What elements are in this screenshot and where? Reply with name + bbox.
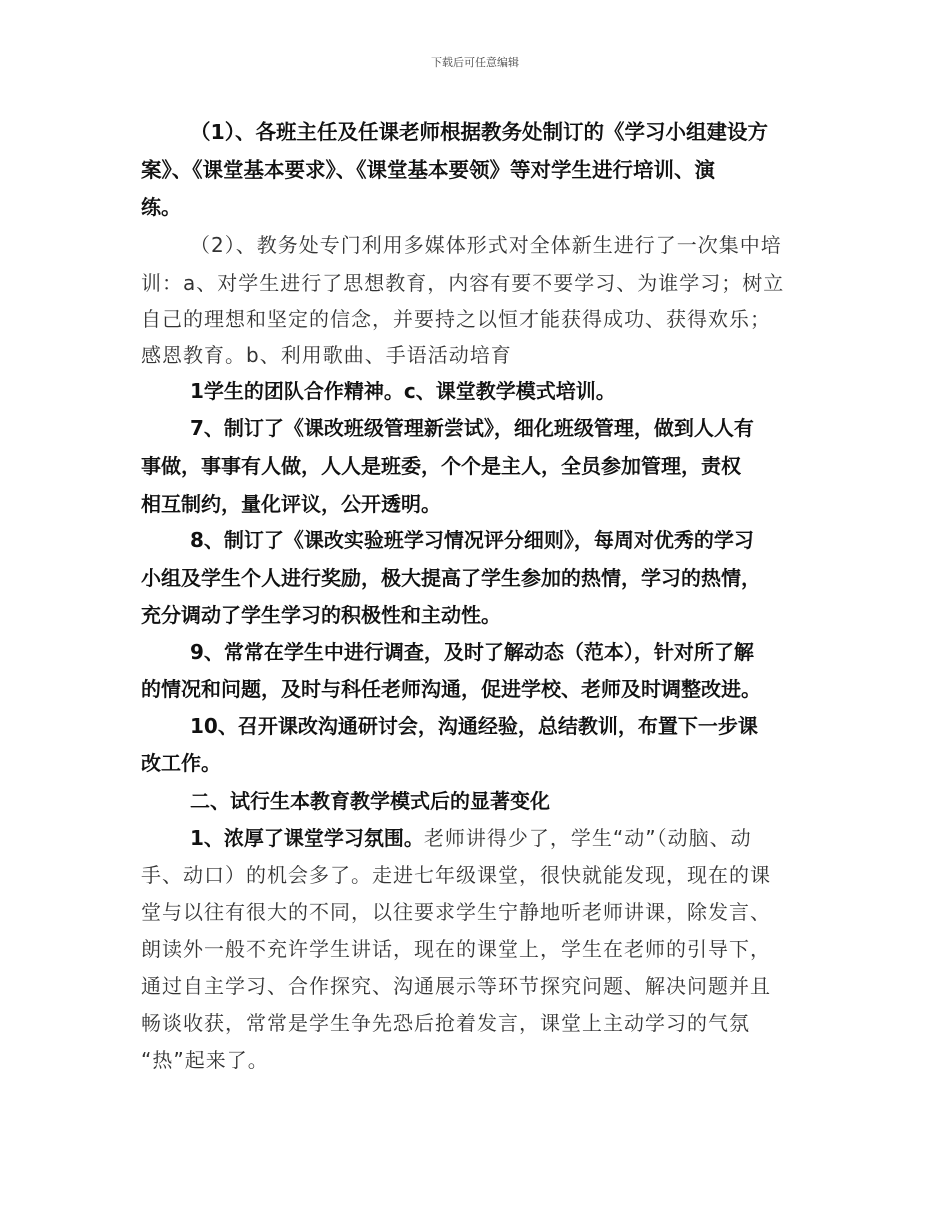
paragraph-line: （1）、各班主任及任课老师根据教务处制订的《学习小组建设方 (190, 120, 769, 144)
paragraph-line: 改工作。 (141, 751, 221, 775)
paragraph-line: 的情况和问题，及时与科任老师沟通，促进学校、老师及时调整改进。 (141, 677, 761, 701)
paragraph-line: （2）、教务处专门利用多媒体形式对全体新生进行了一次集中培 (190, 233, 782, 257)
paragraph-line: 9、常常在学生中进行调查，及时了解动态（范本），针对所了解 (190, 640, 754, 664)
paragraph-line: 10、召开课改沟通研讨会，沟通经验，总结教训，布置下一步课 (190, 714, 758, 738)
paragraph-line (190, 822, 752, 851)
paragraph-line: 相互制约，量化评议，公开透明。 (141, 492, 441, 516)
section-heading: 二、试行生本教育教学模式后的显著变化 (190, 789, 550, 813)
paragraph-line: 1学生的团队合作精神。c、课堂教学模式培训。 (190, 379, 616, 403)
paragraph-line: 朗读外一般不充许学生讲话，现在的课堂上，学生在老师的引导下， (141, 937, 771, 961)
paragraph-line: 小组及学生个人进行奖励，极大提高了学生参加的热情，学习的热情， (141, 566, 761, 590)
paragraph-line: 案》、《课堂基本要求》、《课堂基本要领》等对学生进行培训、演 (141, 158, 715, 182)
paragraph-line: 通过自主学习、合作探究、沟通展示等环节探究问题、解决问题并且 (141, 974, 771, 998)
paragraph-text: 老师讲得少了，学生“动”（动脑、动 (423, 826, 752, 850)
paragraph-line: 畅谈收获，常常是学生争先恐后抢着发言，课堂上主动学习的气氛 (141, 1011, 750, 1035)
paragraph-line: 练。 (141, 195, 181, 219)
paragraph-line: 自己的理想和坚定的信念，并要持之以恒才能获得成功、获得欢乐； (141, 307, 771, 331)
paragraph-line: 训：a、对学生进行了思想教育，内容有要不要学习、为谁学习；树立 (141, 271, 785, 295)
paragraph-line: 事做，事事有人做，人人是班委，个个是主人，全员参加管理，责权 (141, 454, 741, 478)
paragraph-line: 手、动口）的机会多了。走进七年级课堂，很快就能发现，现在的课 (141, 863, 771, 887)
paragraph-line: 8、制订了《课改实验班学习情况评分细则》，每周对优秀的学习 (190, 528, 754, 552)
header-note: 下载后可任意编辑 (431, 56, 519, 69)
paragraph-line: 7、制订了《课改班级管理新尝试》，细化班级管理，做到人人有 (190, 416, 754, 440)
paragraph-line: “热”起来了。 (141, 1048, 269, 1072)
paragraph-line: 感恩教育。b、利用歌曲、手语活动培育 (141, 343, 512, 367)
paragraph-lead: 1、浓厚了课堂学习氛围。 (190, 826, 424, 850)
paragraph-line: 充分调动了学生学习的积极性和主动性。 (141, 603, 501, 627)
paragraph-line: 堂与以往有很大的不同，以往要求学生宁静地听老师讲课，除发言、 (141, 900, 771, 924)
